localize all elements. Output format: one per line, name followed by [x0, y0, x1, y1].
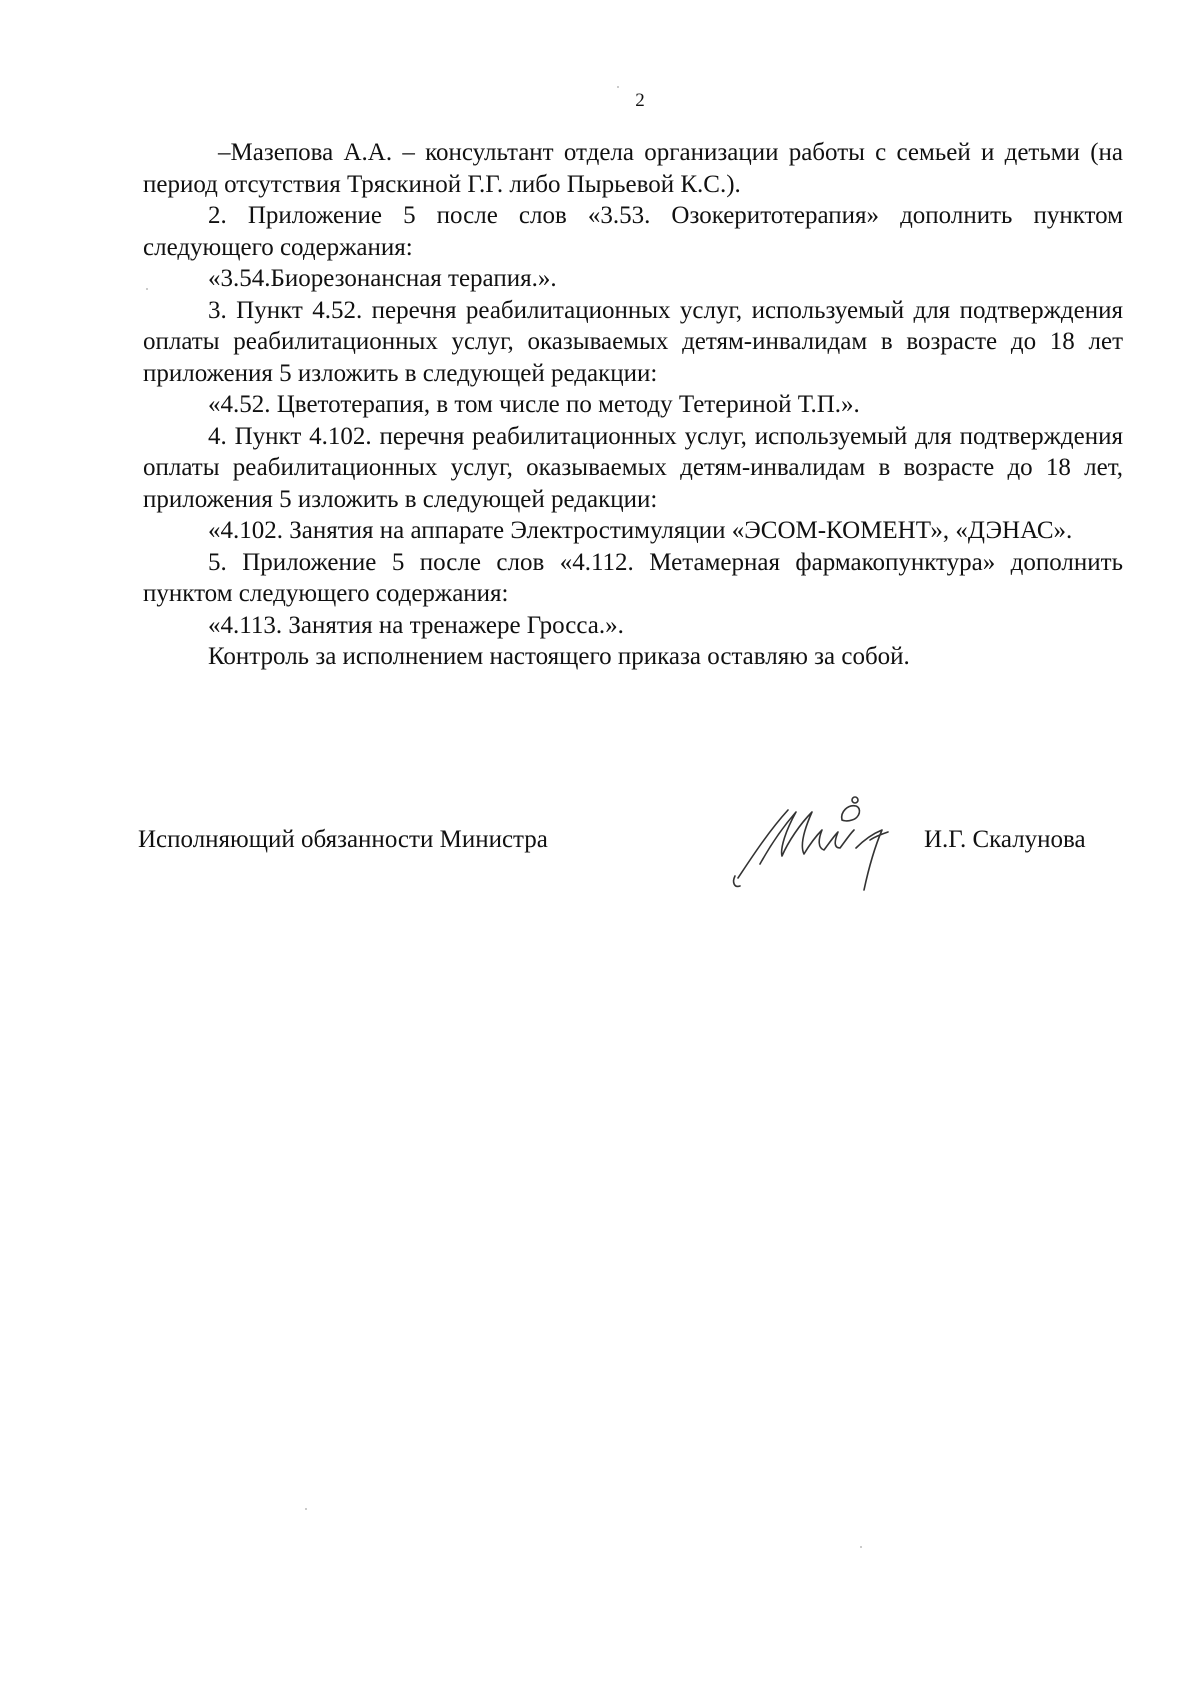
paragraph-item-2: 2. Приложение 5 после слов «3.53. Озокеритотерапия» дополнить пунктом следующего содержания:	[143, 202, 1123, 261]
paragraph-mazepova: –Мазепова А.А. – консультант отдела организации работы с семьей и детьми (на период отсутствия Тряскиной Г.Г. либо Пырьевой К.С.).	[143, 139, 1123, 198]
paragraph-item-3: 3. Пункт 4.52. перечня реабилитационных услуг, используемый для подтверждения оплаты реабилитационных услуг, оказываемых детям-инвалидам в возрасте до 18 лет приложения 5 изложить в следующей редакции:	[143, 296, 1123, 387]
signatory-title: Исполняющий обязанности Министра	[138, 826, 548, 853]
signatory-name: И.Г. Скалунова	[924, 826, 1086, 853]
signature-block	[0, 810, 1200, 930]
paragraph-item-4: 4. Пункт 4.102. перечня реабилитационных услуг, используемый для подтверждения оплаты реабилитационных услуг, оказываемых детям-инвалидам в возрасте до 18 лет, приложения 5 изложить в следующей редакции:	[143, 422, 1123, 513]
scan-speck	[305, 1508, 307, 1510]
paragraph-item-5: 5. Приложение 5 после слов «4.112. Метамерная фармакопунктура» дополнить пунктом следующего содержания:	[143, 548, 1123, 607]
paragraph-item-4-quote: «4.102. Занятия на аппарате Электростимуляции «ЭСОМ-КОМЕНТ», «ДЭНАС».	[208, 517, 1073, 544]
document-body	[143, 137, 1123, 673]
paragraph-item-5-quote: «4.113. Занятия на тренажере Гросса.».	[208, 611, 624, 639]
scan-speck	[860, 1546, 862, 1548]
handwritten-signature	[730, 790, 930, 900]
scan-speck	[146, 288, 148, 290]
paragraph-item-3-quote: «4.52. Цветотерапия, в том числе по методу Тетериной Т.П.».	[208, 391, 860, 418]
scan-speck	[617, 86, 619, 88]
paragraph-control: Контроль за исполнением настоящего приказа оставляю за собой.	[208, 643, 910, 670]
paragraph-item-2-quote: «3.54.Биорезонансная терапия.».	[208, 265, 557, 292]
page-number: 2	[635, 90, 645, 111]
